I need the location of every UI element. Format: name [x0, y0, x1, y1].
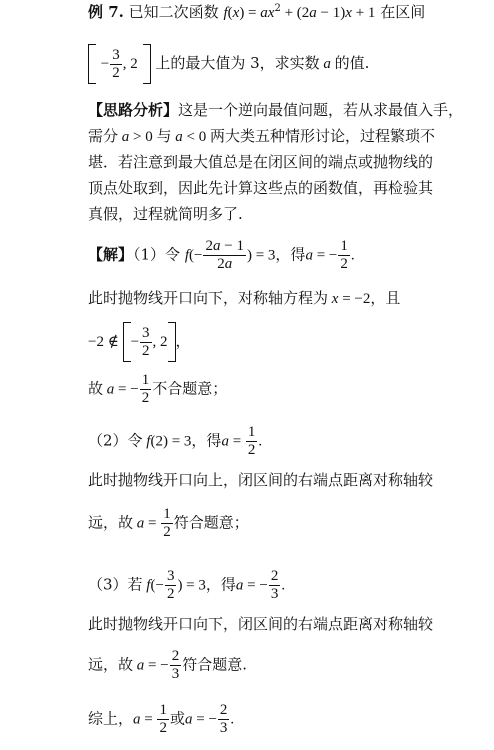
analysis-line-1: 【思路分析】这是一个逆向最值问题，若从求最值入手， — [88, 101, 464, 119]
case3-line-2: 此时抛物线开口向下，闭区间的右端点距离对称轴较 — [88, 615, 434, 633]
problem-label: 例 7. — [88, 3, 124, 21]
problem-line-2: − $\frac{3}{2}$ , 2 上的最大值为 3，求实数 a 的值. — [88, 44, 369, 84]
problem-text-2: 在区间 — [380, 3, 426, 21]
analysis-line-5: 真假，过程就简明多了. — [88, 205, 243, 223]
case1-line-1: 【解】（1）令 f(− $\frac{2a - 1}{2a}$ ) = 3，得a = − $\frac{1}{2}$ . — [88, 238, 355, 272]
problem-text-1: 已知二次函数 — [128, 3, 219, 21]
case3-line-1: （3）若 f(− $\frac{3}{2}$ ) = 3，得a = − $\frac{2}{3}$ . — [88, 568, 286, 602]
interval-bracket-left — [88, 44, 96, 84]
analysis-line-3: 堪．若注意到最大值总是在闭区间的端点或抛物线的 — [88, 153, 434, 171]
problem-text-4: 的值. — [334, 54, 370, 72]
fraction: $\frac{3}{2}$ — [112, 46, 120, 81]
case2-line-3: 远，故 a = $\frac{1}{2}$ 符合题意； — [88, 506, 249, 540]
analysis-line-4: 顶点处取到，因此先计算这些点的函数值，再检验其 — [88, 179, 434, 197]
function-expr: f — [223, 5, 228, 21]
problem-line-1: 例 7. 已知二次函数 $f(x) = ax^2 + (2a - 1)x + 1$ 在区间 — [88, 3, 426, 21]
case1-line-4: 故 a = − $\frac{1}{2}$ 不合题意； — [88, 372, 228, 406]
case1-line-2: 此时抛物线开口向下，对称轴方程为 x = −2，且 — [88, 289, 401, 307]
analysis-heading: 【思路分析】 — [88, 101, 179, 119]
solution-heading: 【解】 — [88, 245, 134, 264]
case2-line-1: （2）令 f(2) = 3，得a = $\frac{1}{2}$ . — [88, 424, 263, 458]
analysis-line-2: 需分 a > 0 与 a < 0 两大类五种情形讨论，过程繁琐不 — [88, 127, 435, 145]
case3-line-3: 远，故 a = − $\frac{2}{3}$ 符合题意. — [88, 648, 247, 682]
case2-line-2: 此时抛物线开口向上，闭区间的右端点距离对称轴较 — [88, 471, 434, 489]
conclusion-line: 综上，a = $\frac{1}{2}$ 或a = − $\frac{2}{3}$ . — [88, 702, 235, 736]
case1-line-3: −2 ∉ − $\frac{3}{2}$ , 2 ， — [88, 322, 191, 362]
interval-bracket-right — [143, 44, 151, 84]
problem-text-3: 上的最大值为 3，求实数 — [155, 54, 320, 72]
